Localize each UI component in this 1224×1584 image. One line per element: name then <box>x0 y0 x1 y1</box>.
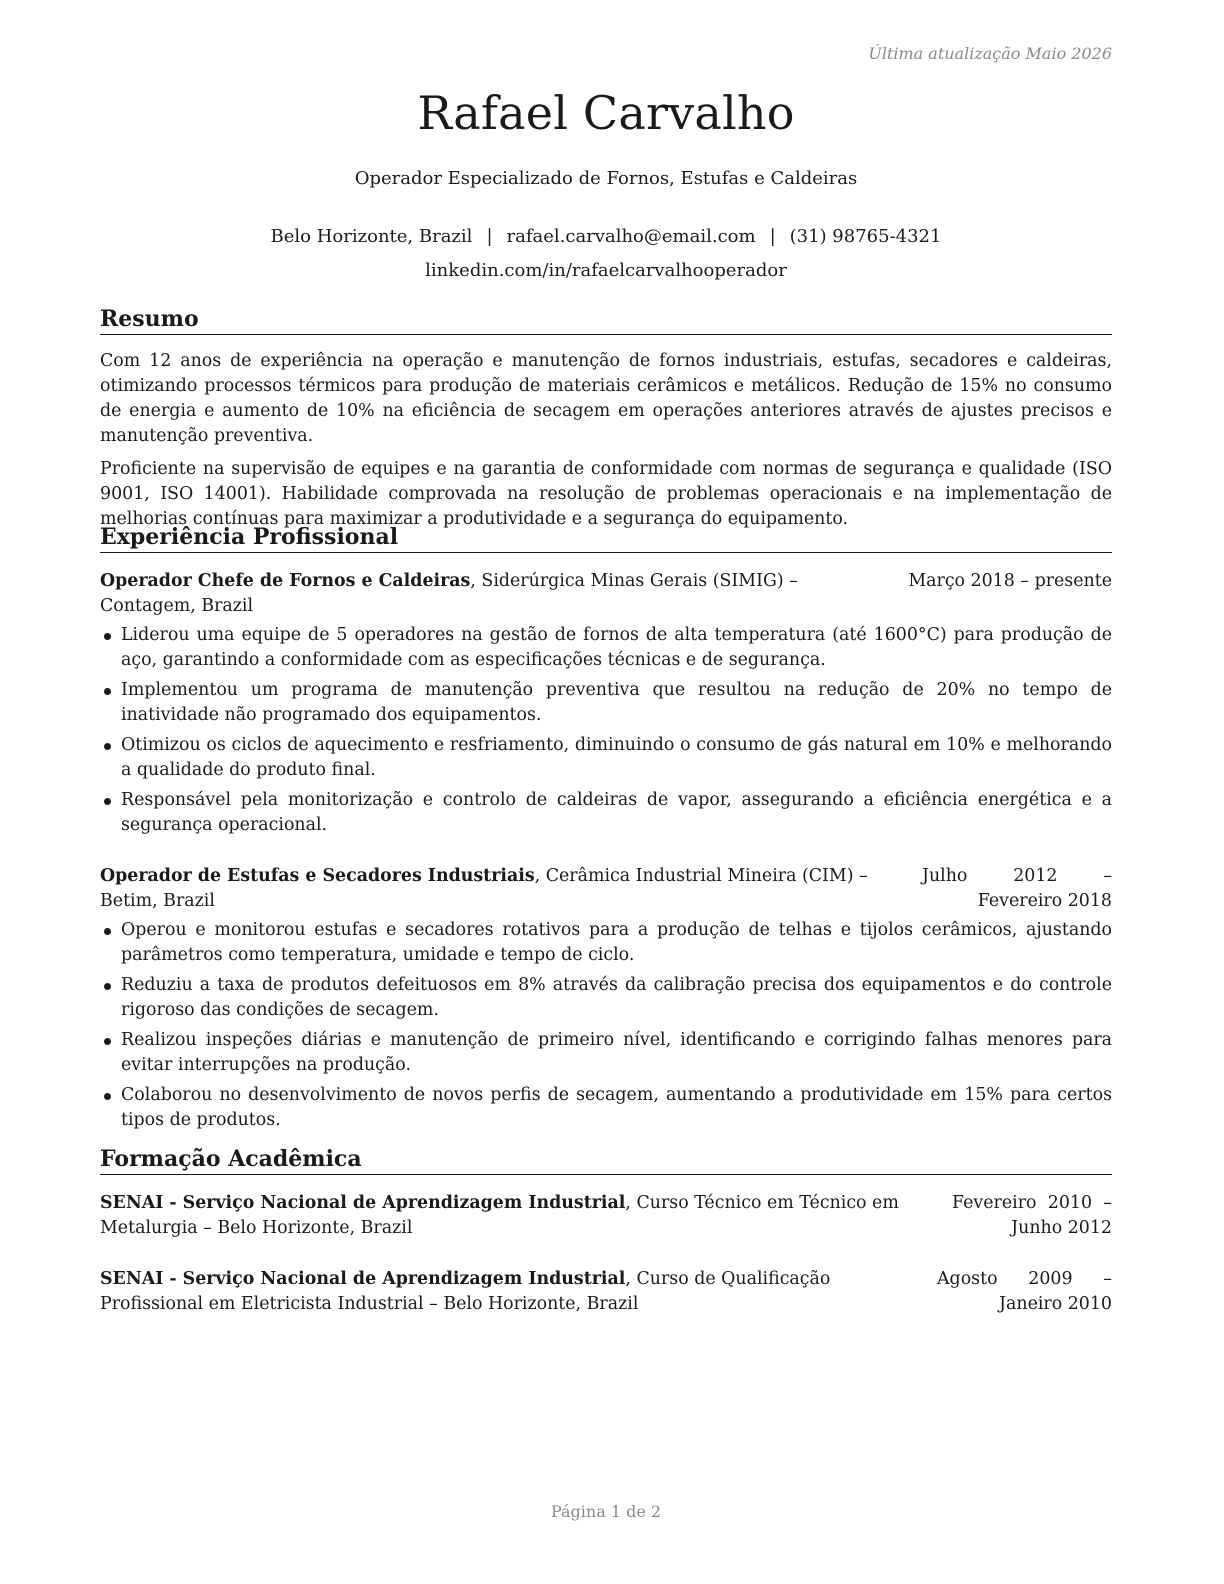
education-entry <box>100 1191 1112 1241</box>
education-title-line <box>100 1191 952 1241</box>
location: Belo Horizonte, Brazil <box>270 226 473 247</box>
bullet-item: Operou e monitorou estufas e secadores rotativos para a produção de telhas e tijolos cerâmicos, ajustando parâmetros como temperatura, umidade e tempo de ciclo. <box>100 918 1112 968</box>
education-header <box>100 1191 1112 1241</box>
bullet-item: Otimizou os ciclos de aquecimento e resfriamento, diminuindo o consumo de gás natural em 10% e melhorando a qualidade do produto final. <box>100 733 1112 783</box>
summary-paragraph: Com 12 anos de experiência na operação e manutenção de fornos industriais, estufas, secadores e caldeiras, otimizando processos térmicos para produção de materiais cerâmicos e metálicos. Redução de 15% no consumo de energia e aumento de 10% na eficiência de secagem em operações anteriores através de ajustes precisos e manutenção preventiva. <box>100 351 1112 446</box>
education-dates: Fevereiro 2010 – Junho 2012 <box>952 1193 1112 1238</box>
bullet-item: Liderou uma equipe de 5 operadores na gestão de fornos de alta temperatura (até 1600°C) para produção de aço, garantindo a conformidade com as especificações técnicas e de segurança. <box>100 623 1112 673</box>
email-link[interactable]: rafael.carvalho@email.com <box>506 226 756 247</box>
job-entry <box>100 864 1112 1133</box>
job-bullets <box>100 918 1112 1133</box>
job-entry <box>100 569 1112 838</box>
education-dates: Agosto 2009 – Janeiro 2010 <box>937 1269 1112 1314</box>
experience-section <box>100 523 1112 1138</box>
job-header <box>100 569 1112 619</box>
contact-separator: | <box>769 226 776 247</box>
headline: Operador Especializado de Fornos, Estufas e Caldeiras <box>354 168 858 189</box>
bullet-item: Responsável pela monitorização e controlo de caldeiras de vapor, assegurando a eficiência energética e a segurança operacional. <box>100 788 1112 838</box>
education-title-line <box>100 1267 937 1317</box>
last-updated: Última atualização Maio 2026 <box>868 44 1112 63</box>
institution: SENAI - Serviço Nacional de Aprendizagem Industrial <box>100 1269 626 1289</box>
education-entry <box>100 1267 1112 1317</box>
summary-section <box>100 305 1112 532</box>
institution: SENAI - Serviço Nacional de Aprendizagem Industrial <box>100 1193 626 1213</box>
bullet-item: Implementou um programa de manutenção preventiva que resultou na redução de 20% no tempo de inatividade não programado dos equipamentos. <box>100 678 1112 728</box>
contact-info <box>100 220 1112 288</box>
resume-page <box>100 0 1112 1584</box>
linkedin-link[interactable]: linkedin.com/in/rafaelcarvalhooperador <box>425 260 787 281</box>
job-role: Operador Chefe de Fornos e Caldeiras <box>100 571 471 591</box>
job-company: , Siderúrgica Minas Gerais (SIMIG) – Contagem, Brazil <box>100 571 798 616</box>
bullet-item: Reduziu a taxa de produtos defeituosos em 8% através da calibração precisa dos equipamentos e do controle rigoroso das condições de secagem. <box>100 973 1112 1023</box>
bullet-item: Colaborou no desenvolvimento de novos perfis de secagem, aumentando a produtividade em 15% para certos tipos de produtos. <box>100 1083 1112 1133</box>
bullet-item: Realizou inspeções diárias e manutenção de primeiro nível, identificando e corrigindo falhas menores para evitar interrupções na produção. <box>100 1028 1112 1078</box>
job-dates: Julho 2012 – Fevereiro 2018 <box>922 866 1112 911</box>
page-number: Página 1 de 2 <box>550 1502 662 1521</box>
job-role: Operador de Estufas e Secadores Industriais <box>100 866 535 886</box>
course-details: , Curso de Qualificação Profissional em Eletricista Industrial – Belo Horizonte, Brazil <box>100 1269 831 1314</box>
job-title-line <box>100 864 922 914</box>
summary-paragraph: Proficiente na supervisão de equipes e na garantia de conformidade com normas de segurança e qualidade (ISO 9001, ISO 14001). Habilidade comprovada na resolução de problemas operacionais e na implementação de melhorias contínuas para maximizar a produtividade e a segurança do equipamento. <box>100 459 1112 529</box>
section-title-summary: Resumo <box>100 305 1112 335</box>
job-bullets <box>100 623 1112 838</box>
section-title-education: Formação Acadêmica <box>100 1145 1112 1175</box>
job-header <box>100 864 1112 914</box>
phone: (31) 98765-4321 <box>789 226 942 247</box>
candidate-name: Rafael Carvalho <box>417 86 795 140</box>
contact-separator: | <box>486 226 493 247</box>
section-title-experience: Experiência Profissional <box>100 523 1112 553</box>
job-company: , Cerâmica Industrial Mineira (CIM) – Betim, Brazil <box>100 866 868 911</box>
job-dates: Março 2018 – presente <box>908 571 1112 591</box>
education-header <box>100 1267 1112 1317</box>
job-title-line <box>100 569 890 619</box>
contact-line <box>100 220 1112 254</box>
course-details: , Curso Técnico em Técnico em Metalurgia – Belo Horizonte, Brazil <box>100 1193 899 1238</box>
education-section <box>100 1145 1112 1317</box>
